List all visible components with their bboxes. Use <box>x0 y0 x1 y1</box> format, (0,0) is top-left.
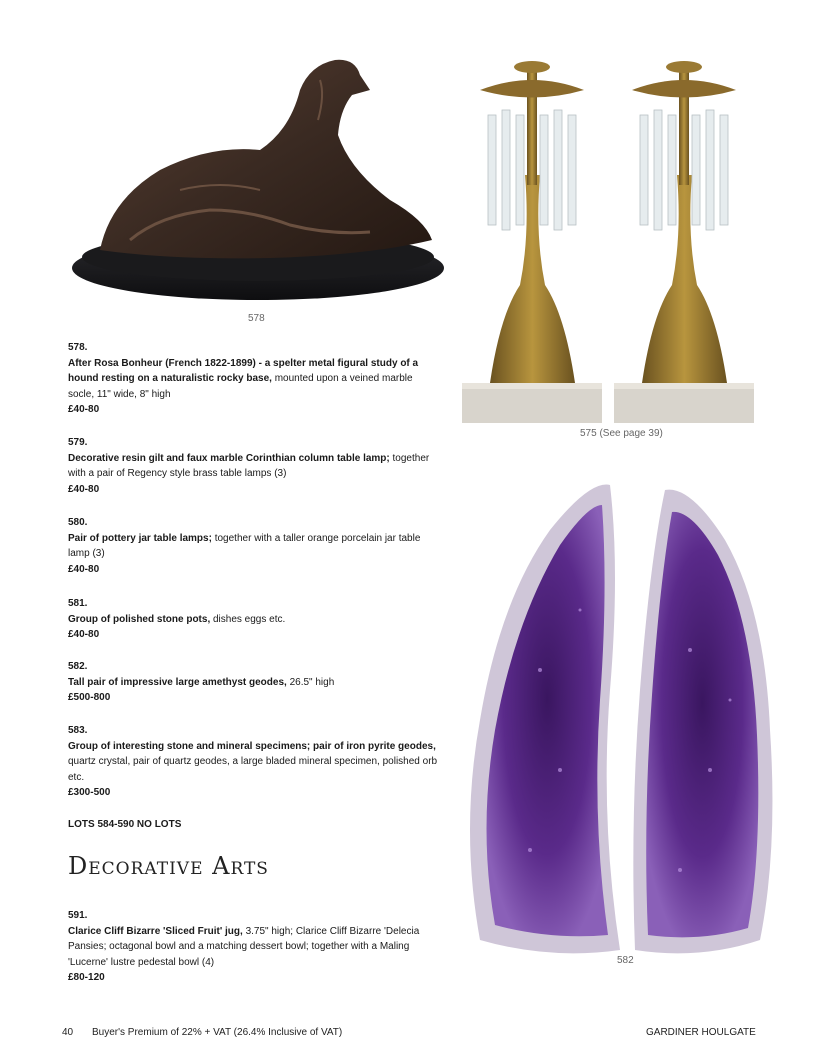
buyers-premium-note: Buyer's Premium of 22% + VAT (26.4% Inclusive of VAT) <box>92 1027 343 1038</box>
candelabra-caption: 575 (See page 39) <box>580 428 663 439</box>
lot-591 <box>68 908 438 986</box>
lot-578 <box>68 340 438 418</box>
lot-number: 581. <box>68 598 88 609</box>
lot-estimate: £40-80 <box>68 483 100 495</box>
lot-description: Pair of pottery jar table lamps; together with a taller orange porcelain jar table lamp (3) <box>68 532 421 559</box>
lot-number: 580. <box>68 517 88 528</box>
page-number: 40 <box>62 1027 74 1038</box>
lot-number: 582. <box>68 661 88 672</box>
geodes-caption: 582 <box>617 955 634 966</box>
lot-number: 578. <box>68 342 88 353</box>
hound-caption: 578 <box>248 313 265 324</box>
lot-582 <box>68 659 438 706</box>
lot-581 <box>68 596 438 643</box>
lot-description: After Rosa Bonheur (French 1822-1899) - a spelter metal figural study of a hound resting on a naturalistic rocky base, mounted upon a veined marble socle, 11" wide, 8" high <box>68 357 419 400</box>
lot-number: 579. <box>68 437 88 448</box>
lot-description: Group of polished stone pots, dishes eggs etc. <box>68 613 286 625</box>
lot-estimate: £80-120 <box>68 972 105 983</box>
no-lots-notice: LOTS 584-590 NO LOTS <box>68 819 182 830</box>
lot-579 <box>68 435 438 497</box>
section-title: Decorative Arts <box>68 852 269 880</box>
candelabra-image <box>460 55 760 427</box>
lot-estimate: £500-800 <box>68 692 111 703</box>
amethyst-geodes-image <box>460 470 790 970</box>
lot-number: 583. <box>68 725 88 736</box>
lot-description: Decorative resin gilt and faux marble Corinthian column table lamp; together with a pair of Regency style brass table lamps (3) <box>68 452 430 479</box>
brand-name: GARDINER HOULGATE <box>646 1027 756 1038</box>
lot-number: 591. <box>68 910 88 921</box>
lot-estimate: £40-80 <box>68 629 100 640</box>
lot-description: Clarice Cliff Bizarre 'Sliced Fruit' jug, 3.75" high; Clarice Cliff Bizarre 'Delecia Pansies; octagonal bowl and a matching dessert bowl; together with a Maling 'Lucerne' lustre pedestal bowl (4) <box>68 925 420 968</box>
lot-description: Tall pair of impressive large amethyst geodes, 26.5" high <box>68 676 335 688</box>
lot-estimate: £40-80 <box>68 404 100 415</box>
lot-estimate: £40-80 <box>68 563 100 575</box>
hound-sculpture-image <box>70 50 450 312</box>
lot-580 <box>68 515 438 577</box>
lot-583 <box>68 723 438 801</box>
lot-estimate: £300-500 <box>68 787 111 798</box>
lot-description: Group of interesting stone and mineral specimens; pair of iron pyrite geodes, quartz crystal, pair of quartz geodes, a large bladed mineral specimen, polished orb etc. <box>68 740 438 783</box>
